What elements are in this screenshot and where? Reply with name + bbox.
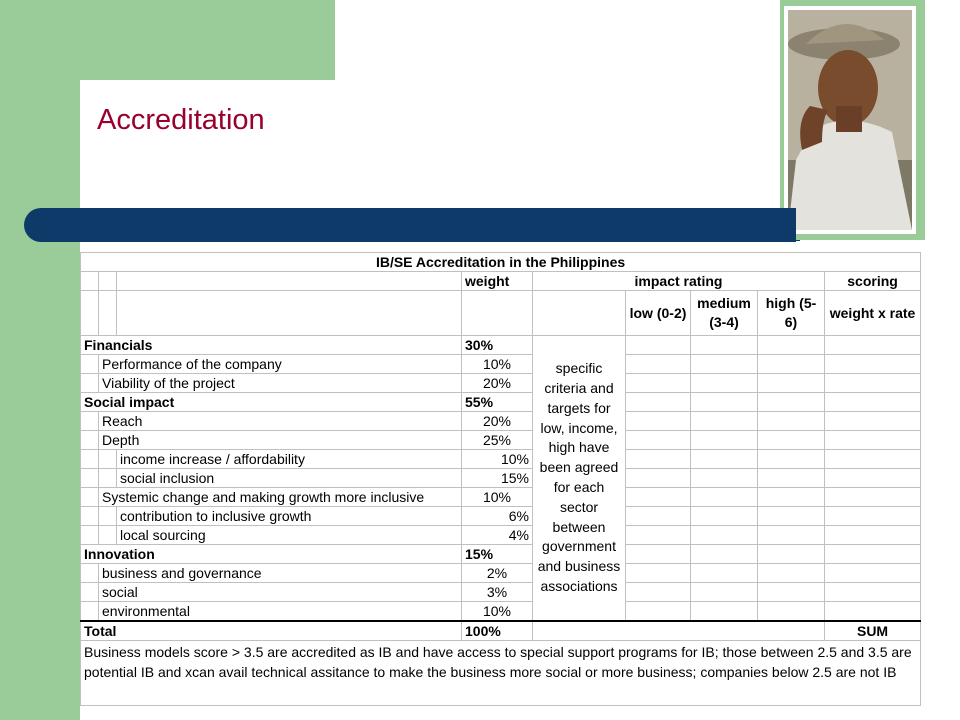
- row-label: Viability of the project: [99, 374, 462, 393]
- scoring-header: scoring: [825, 272, 921, 291]
- table-row: [81, 526, 921, 545]
- table-row: [81, 374, 921, 393]
- row-weight: 55%: [462, 393, 533, 412]
- table-title-row: [81, 253, 921, 272]
- total-label: Total: [81, 621, 462, 641]
- total-scoring: SUM: [825, 621, 921, 641]
- table-row: [81, 564, 921, 583]
- row-weight: 6%: [462, 507, 533, 526]
- table-header-row: [81, 272, 921, 291]
- table-row: [81, 545, 921, 564]
- row-label: Performance of the company: [99, 355, 462, 374]
- row-weight: 20%: [462, 374, 533, 393]
- row-label: Innovation: [81, 545, 462, 564]
- table-row: [81, 507, 921, 526]
- medium-header: medium (3-4): [691, 291, 758, 336]
- row-label: environmental: [99, 602, 462, 622]
- row-label: Financials: [81, 336, 462, 355]
- row-weight: 4%: [462, 526, 533, 545]
- row-weight: 10%: [462, 488, 533, 507]
- table-row: [81, 583, 921, 602]
- weight-header: weight: [462, 272, 533, 291]
- row-weight: 15%: [462, 545, 533, 564]
- table-row: [81, 488, 921, 507]
- row-weight: 30%: [462, 336, 533, 355]
- row-label: social: [99, 583, 462, 602]
- man-with-hat-photo: [788, 10, 912, 230]
- row-weight: 3%: [462, 583, 533, 602]
- row-label: business and governance: [99, 564, 462, 583]
- title-divider-line: [66, 240, 800, 241]
- row-label: Systemic change and making growth more inclusive: [99, 488, 462, 507]
- table-row: [81, 336, 921, 355]
- table-row: [81, 450, 921, 469]
- row-label: Depth: [99, 431, 462, 450]
- total-row: [81, 621, 921, 641]
- table-row: [81, 355, 921, 374]
- footnote-row: [81, 641, 921, 706]
- weight-x-rate-header: weight x rate: [825, 291, 921, 336]
- table-row: [81, 393, 921, 412]
- green-top-band: [0, 0, 335, 80]
- row-weight: 10%: [462, 602, 533, 622]
- table-row: [81, 602, 921, 622]
- high-header: high (5-6): [758, 291, 825, 336]
- accreditation-footnote: Business models score > 3.5 are accredited as IB and have access to special support programs for IB; those between 2.5 and 3.5 are potential IB and xcan avail technical assitance to make the business more social or more business; companies below 2.5 are not IB: [81, 641, 921, 706]
- table-row: [81, 412, 921, 431]
- row-label: Reach: [99, 412, 462, 431]
- row-label: contribution to inclusive growth: [117, 507, 462, 526]
- row-weight: 25%: [462, 431, 533, 450]
- total-weight: 100%: [462, 621, 533, 641]
- row-weight: 10%: [462, 450, 533, 469]
- title-divider-bar: [24, 208, 796, 242]
- row-label: social inclusion: [117, 469, 462, 488]
- table-title: IB/SE Accreditation in the Philippines: [81, 253, 921, 272]
- row-label: income increase / affordability: [117, 450, 462, 469]
- table-row: [81, 469, 921, 488]
- criteria-note: specific criteria and targets for low, income, high have been agreed for each sector between government and business associations: [533, 336, 626, 622]
- row-label: local sourcing: [117, 526, 462, 545]
- impact-rating-header: impact rating: [533, 272, 825, 291]
- row-label: Social impact: [81, 393, 462, 412]
- row-weight: 10%: [462, 355, 533, 374]
- accreditation-table: [80, 252, 921, 706]
- slide-title: Accreditation: [97, 104, 265, 136]
- portrait-illustration: [788, 10, 912, 230]
- green-left-band: [0, 0, 80, 720]
- row-weight: 15%: [462, 469, 533, 488]
- table-row: [81, 431, 921, 450]
- table-subheader-row: [81, 291, 921, 336]
- row-weight: 2%: [462, 564, 533, 583]
- row-weight: 20%: [462, 412, 533, 431]
- low-header: low (0-2): [626, 291, 691, 336]
